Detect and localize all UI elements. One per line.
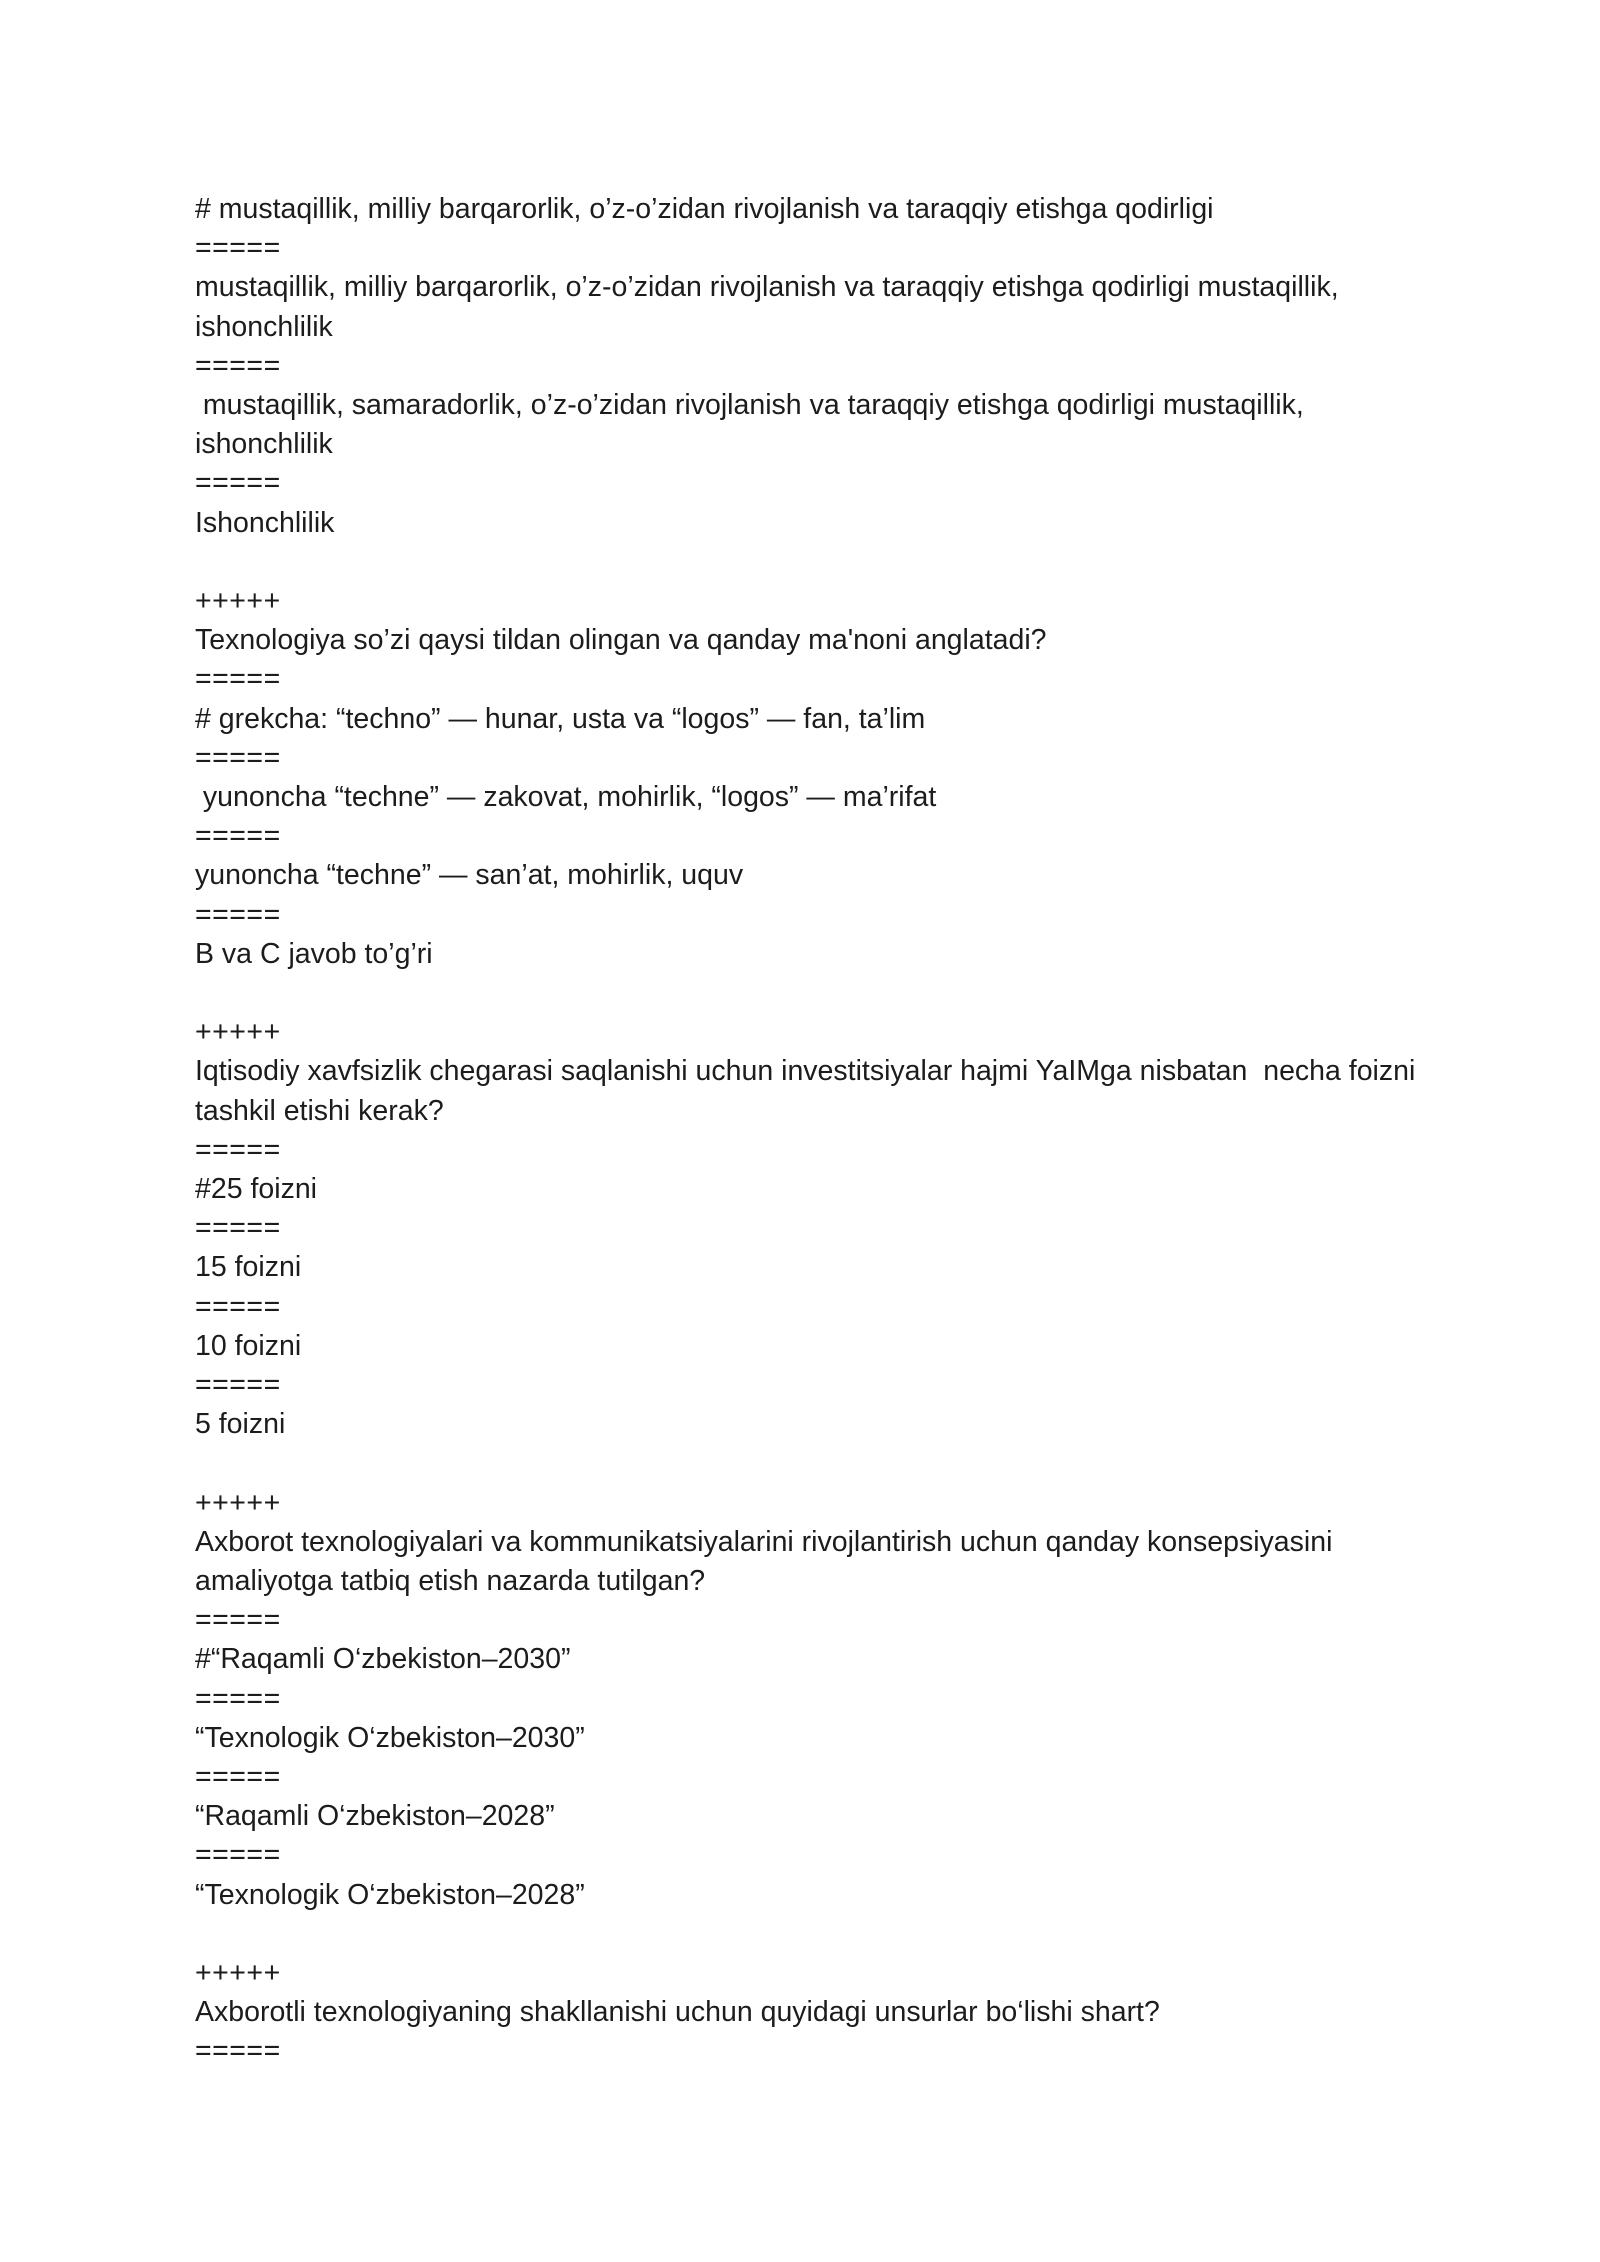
separator: =====	[195, 1761, 281, 1794]
separator: =====	[195, 741, 281, 774]
separator: =====	[195, 1682, 281, 1715]
separator: =====	[195, 820, 281, 853]
separator: =====	[195, 1369, 281, 1402]
blank-line	[195, 974, 1425, 1013]
question-block	[195, 190, 1425, 543]
answer-option: 10 foizni	[195, 1329, 302, 1362]
answer-option: “Texnologik O‘zbekiston–2030”	[195, 1721, 585, 1754]
answer-option: mustaqillik, milliy barqarorlik, o’z-o’zidan rivojlanish va taraqqiy etishga qodirligi mustaqillik, ishonchlilik	[195, 271, 1347, 343]
question-text: Axborotli texnologiyaning shakllanishi uchun quyidagi unsurlar bo‘lishi shart?	[195, 1996, 1160, 2029]
answer-option: #25 foizni	[195, 1173, 318, 1206]
answer-option: “Raqamli O‘zbekiston–2028”	[195, 1800, 555, 1833]
question-block	[195, 1484, 1425, 1915]
blank-line	[195, 1915, 1425, 1954]
separator: =====	[195, 1290, 281, 1323]
separator: =====	[195, 1133, 281, 1166]
question-text: Texnologiya so’zi qaysi tildan olingan va qanday ma'noni anglatadi?	[195, 624, 1047, 657]
answer-option: 15 foizni	[195, 1251, 302, 1284]
question-block	[195, 582, 1425, 974]
blank-line	[195, 543, 1425, 582]
answer-option: mustaqillik, samaradorlik, o’z-o’zidan rivojlanish va taraqqiy etishga qodirligi mustaqillik, ishonchlilik	[195, 389, 1312, 461]
answer-option: B va C javob to’g’ri	[195, 937, 433, 970]
separator: =====	[195, 467, 281, 500]
separator: =====	[195, 663, 281, 696]
answer-option: “Texnologik O‘zbekiston–2028”	[195, 1878, 585, 1911]
answer-option: # mustaqillik, milliy barqarorlik, o’z-o’zidan rivojlanish va taraqqiy etishga qodirligi	[195, 193, 1214, 225]
answer-option: yunoncha “techne” — san’at, mohirlik, uquv	[195, 859, 744, 892]
separator: =====	[195, 1212, 281, 1245]
question-block	[195, 1013, 1425, 1444]
question-text: Iqtisodiy xavfsizlik chegarasi saqlanishi uchun investitsiyalar hajmi YaIMga nisbatan necha foizni tashkil etishi kerak?	[195, 1055, 1424, 1127]
separator: =====	[195, 898, 281, 931]
question-delimiter: +++++	[195, 1016, 281, 1049]
separator: =====	[195, 1604, 281, 1637]
answer-option: Ishonchlilik	[195, 506, 335, 539]
question-delimiter: +++++	[195, 585, 281, 618]
question-block	[195, 1954, 1425, 2072]
document-text	[195, 190, 1425, 2072]
answer-option: yunoncha “techne” — zakovat, mohirlik, “logos” — ma’rifat	[195, 781, 937, 814]
question-text: Axborot texnologiyalari va kommunikatsiyalarini rivojlantirish uchun qanday konsepsiyasini amaliyotga tatbiq etish nazarda tutilgan?	[195, 1525, 1341, 1598]
blank-line	[195, 1444, 1425, 1483]
question-delimiter: +++++	[195, 1957, 281, 1990]
question-delimiter: +++++	[195, 1486, 281, 1519]
separator: =====	[195, 1839, 281, 1872]
separator: =====	[195, 2035, 281, 2068]
separator: =====	[195, 232, 281, 265]
answer-option: 5 foizni	[195, 1408, 286, 1441]
answer-option: #“Raqamli O‘zbekiston–2030”	[195, 1643, 571, 1676]
answer-option: # grekcha: “techno” — hunar, usta va “logos” — fan, ta’lim	[195, 702, 926, 735]
separator: =====	[195, 349, 281, 382]
